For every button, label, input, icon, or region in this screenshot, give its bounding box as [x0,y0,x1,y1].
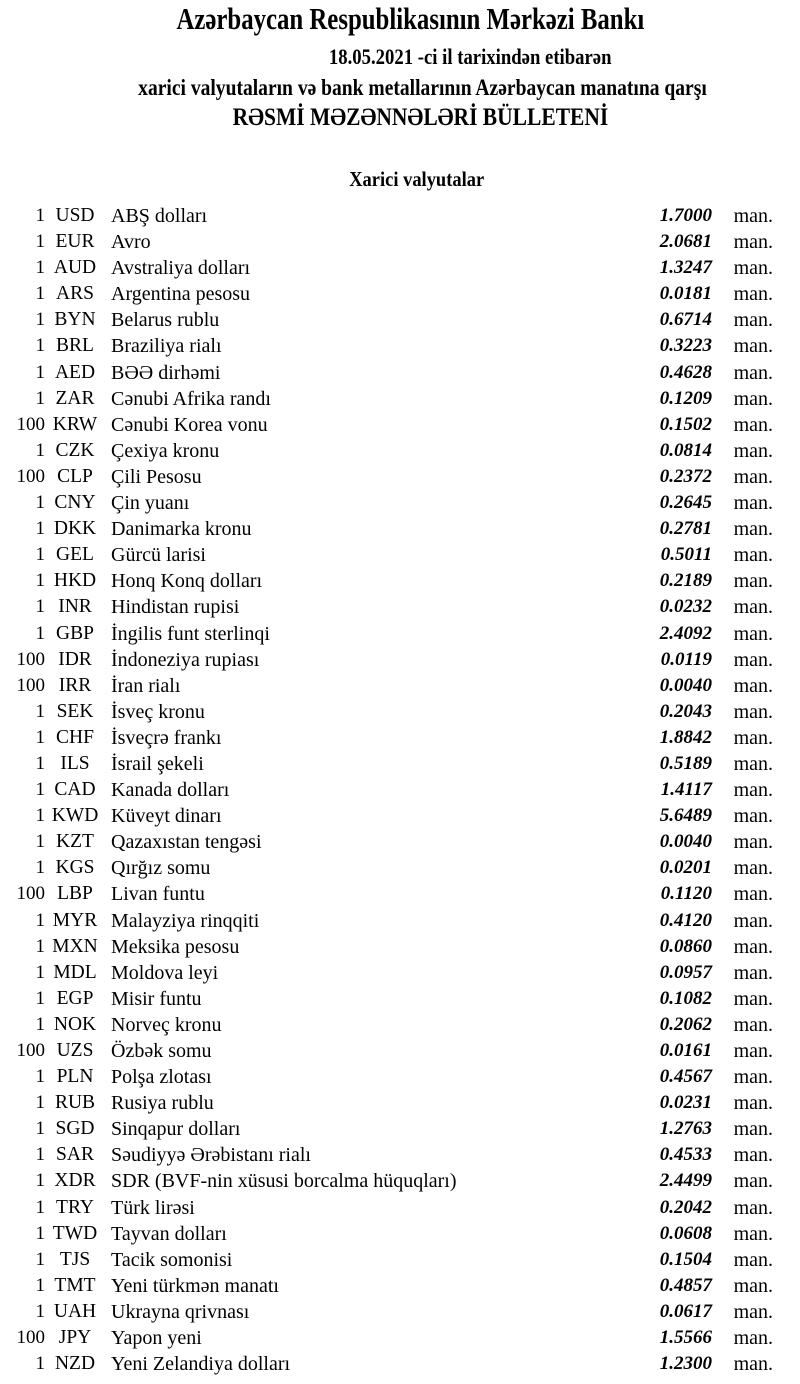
rate-cell: 0.4120 [659,909,712,931]
currency-name-cell: Çili Pesosu [111,465,202,488]
table-row [0,908,800,934]
unit-cell: man. [733,1353,773,1376]
currency-name-cell: Səudiyyə Ərəbistanı rialı [111,1144,311,1167]
rate-cell: 1.2300 [659,1353,712,1375]
currency-code-cell: INR [58,596,92,618]
currency-code-cell: XDR [54,1170,96,1192]
currency-name-cell: Moldova leyi [111,961,219,984]
currency-name-cell: Qırğız somu [111,857,211,880]
currency-name-cell: İndoneziya rupiası [111,648,260,671]
quantity-cell: 1 [35,570,45,592]
table-row [0,333,800,359]
currency-name-cell: Yeni Zelandiya dolları [111,1353,291,1376]
quantity-cell: 1 [35,935,45,957]
currency-code-cell: RUB [54,1092,96,1114]
quantity-cell: 100 [16,648,45,670]
rate-cell: 0.4533 [659,1144,712,1166]
currency-name-cell: İngilis funt sterlinqi [111,622,270,645]
rate-cell: 0.0201 [659,857,712,879]
rate-cell: 0.0119 [660,648,712,670]
rate-cell: 0.0040 [659,831,712,853]
table-row [0,751,800,777]
quantity-cell: 1 [35,1092,45,1114]
quantity-cell: 1 [35,779,45,801]
unit-cell: man. [733,413,773,436]
table-row [0,986,800,1012]
currency-name-cell: Tacik somonisi [111,1248,233,1271]
unit-cell: man. [733,361,773,384]
currency-code-cell: TJS [59,1248,91,1270]
rate-cell: 0.2781 [659,518,712,540]
unit-cell: man. [733,622,773,645]
quantity-cell: 1 [35,283,45,305]
currency-name-cell: Kanada dolları [111,779,230,802]
table-row [0,960,800,986]
quantity-cell: 1 [35,439,45,461]
quantity-cell: 1 [35,492,45,514]
rate-cell: 0.2043 [659,700,712,722]
currency-name-cell: Avro [111,231,151,254]
currency-name-cell: İsrail şekeli [111,752,204,775]
currency-code-cell: NOK [53,1013,97,1035]
quantity-cell: 1 [35,857,45,879]
currency-name-cell: Cənubi Afrika randı [111,387,271,410]
rate-cell: 1.8842 [659,726,712,748]
quantity-cell: 1 [35,309,45,331]
rate-cell: 0.5011 [660,544,712,566]
quantity-cell: 1 [35,726,45,748]
unit-cell: man. [733,674,773,697]
bank-title [0,2,800,36]
rate-cell: 1.3247 [659,257,712,279]
rate-cell: 2.4092 [659,622,712,644]
currency-code-cell: KGS [55,857,95,879]
quantity-cell: 1 [35,361,45,383]
table-row [0,1351,800,1377]
currency-code-cell: GEL [56,544,94,566]
currency-name-cell: Tayvan dolları [111,1222,227,1245]
currency-name-cell: İsveç kronu [111,700,205,723]
currency-name-cell: BƏƏ dirhəmi [111,361,221,384]
currency-name-cell: Meksika pesosu [111,935,240,958]
table-row [0,1195,800,1221]
table-row [0,203,800,229]
unit-cell: man. [733,1092,773,1115]
currency-code-cell: UZS [56,1040,94,1061]
quantity-cell: 1 [35,987,45,1009]
unit-cell: man. [733,961,773,984]
unit-cell: man. [733,831,773,854]
currency-code-cell: KRW [52,413,98,435]
rate-cell: 0.0814 [659,439,712,461]
table-row [0,281,800,307]
quantity-cell: 1 [35,752,45,774]
quantity-cell: 1 [35,1353,45,1375]
unit-cell: man. [733,648,773,671]
currency-name-cell: SDR (BVF-nin xüsusi borcalma hüquqları) [111,1170,457,1193]
rate-cell: 0.4567 [659,1066,712,1088]
unit-cell: man. [733,1327,773,1350]
table-row [0,1325,800,1351]
unit-cell: man. [733,1248,773,1271]
section-title [0,166,800,193]
currency-name-cell: Türk lirəsi [111,1196,195,1219]
currency-name-cell: Livan funtu [111,883,205,906]
rate-cell: 1.7000 [659,205,712,226]
currency-name-cell: Ukrayna qrivnası [111,1300,250,1323]
currency-name-cell: Sinqapur dolları [111,1118,241,1141]
unit-cell: man. [733,883,773,906]
bulletin-title-text: RƏSMİ MƏZƏNNƏLƏRİ BÜLLETENİ [232,104,608,131]
currency-name-cell: Çexiya kronu [111,439,220,462]
currency-code-cell: PLN [56,1066,94,1088]
currency-code-cell: JPY [58,1327,92,1349]
unit-cell: man. [733,309,773,332]
unit-cell: man. [733,1196,773,1219]
currency-code-cell: CNY [54,492,96,514]
scope-line-text: xarici valyutaların və bank metallarının Azərbaycan manatına qarşı [137,75,707,100]
table-row [0,934,800,960]
rate-cell: 0.0040 [659,674,712,696]
currency-name-cell: İsveçrə frankı [111,726,222,749]
rate-cell: 0.1504 [659,1248,712,1270]
currency-name-cell: Norveç kronu [111,1013,222,1036]
currency-code-cell: IRR [58,674,92,696]
unit-cell: man. [733,1066,773,1089]
quantity-cell: 1 [35,700,45,722]
table-row [0,1247,800,1273]
quantity-cell: 100 [16,465,45,487]
currency-code-cell: IDR [58,648,92,670]
unit-cell: man. [733,909,773,932]
unit-cell: man. [733,1040,773,1062]
currency-name-cell: Malayziya rinqqiti [111,909,260,932]
currency-code-cell: UAH [53,1300,97,1322]
quantity-cell: 1 [35,1066,45,1088]
currency-code-cell: SAR [56,1144,94,1166]
table-row [0,516,800,542]
table-row [0,542,800,568]
quantity-cell: 100 [16,883,45,905]
table-row [0,1142,800,1168]
rate-cell: 0.3223 [659,335,712,357]
rates-table [0,203,800,1377]
rate-cell: 0.2042 [659,1196,712,1218]
unit-cell: man. [733,779,773,802]
section-title-text: Xarici valyutalar [349,167,485,191]
currency-name-cell: Hindistan rupisi [111,596,240,619]
unit-cell: man. [733,231,773,254]
table-row [0,464,800,490]
table-row [0,229,800,255]
quantity-cell: 1 [35,387,45,409]
table-row [0,360,800,386]
currency-code-cell: HKD [53,570,97,592]
currency-name-cell: Misir funtu [111,987,202,1010]
table-row [0,412,800,438]
quantity-cell: 100 [16,1327,45,1349]
currency-code-cell: DKK [53,518,97,540]
rate-cell: 5.6489 [659,805,712,827]
rate-cell: 0.0181 [659,283,712,305]
quantity-cell: 1 [35,622,45,644]
quantity-cell: 1 [35,205,45,226]
rate-cell: 2.4499 [659,1170,712,1192]
table-row [0,568,800,594]
currency-code-cell: SEK [56,700,94,722]
unit-cell: man. [733,205,773,227]
unit-cell: man. [733,1118,773,1141]
rate-cell: 0.1082 [659,987,712,1009]
rate-cell: 0.0161 [659,1040,712,1061]
quantity-cell: 1 [35,909,45,931]
unit-cell: man. [733,335,773,358]
unit-cell: man. [733,1170,773,1193]
rate-cell: 0.5189 [659,752,712,774]
quantity-cell: 1 [35,1248,45,1270]
quantity-cell: 1 [35,1013,45,1035]
bank-title-text: Azərbaycan Respublikasının Mərkəzi Bankı [176,1,644,36]
rate-cell: 0.0232 [659,596,712,618]
rate-cell: 0.2062 [659,1013,712,1035]
quantity-cell: 1 [35,335,45,357]
currency-code-cell: MDL [53,961,97,983]
currency-code-cell: TRY [56,1196,94,1218]
quantity-cell: 100 [16,1040,45,1061]
rate-cell: 0.0957 [659,961,712,983]
table-row [0,777,800,803]
rate-cell: 1.4117 [660,779,712,801]
currency-code-cell: AUD [53,257,97,279]
currency-code-cell: ARS [56,283,94,305]
unit-cell: man. [733,700,773,723]
currency-name-cell: Avstraliya dolları [111,257,251,280]
scope-line [0,74,800,102]
table-row [0,673,800,699]
currency-name-cell: Özbək somu [111,1040,212,1062]
currency-code-cell: BRL [56,335,94,357]
quantity-cell: 1 [35,1144,45,1166]
currency-code-cell: GBP [56,622,94,644]
unit-cell: man. [733,1013,773,1036]
table-row [0,307,800,333]
quantity-cell: 1 [35,1222,45,1244]
table-row [0,386,800,412]
unit-cell: man. [733,387,773,410]
table-row [0,490,800,516]
rate-cell: 0.0860 [659,935,712,957]
unit-cell: man. [733,544,773,567]
rate-cell: 0.0231 [659,1092,712,1114]
unit-cell: man. [733,752,773,775]
quantity-cell: 1 [35,518,45,540]
rate-cell: 0.2189 [659,570,712,592]
currency-code-cell: AED [54,361,96,383]
unit-cell: man. [733,805,773,828]
currency-name-cell: Honq Konq dolları [111,570,263,593]
currency-code-cell: KWD [51,805,99,827]
currency-name-cell: Danimarka kronu [111,518,252,541]
currency-code-cell: TWD [52,1222,98,1244]
quantity-cell: 100 [16,413,45,435]
table-row [0,803,800,829]
unit-cell: man. [733,283,773,306]
currency-code-cell: BYN [54,309,96,331]
unit-cell: man. [733,1222,773,1245]
currency-name-cell: Braziliya rialı [111,335,222,358]
rate-cell: 0.1502 [659,413,712,435]
table-row [0,438,800,464]
table-row [0,829,800,855]
quantity-cell: 1 [35,1118,45,1140]
unit-cell: man. [733,465,773,488]
quantity-cell: 1 [35,961,45,983]
table-row [0,1168,800,1194]
table-row [0,1116,800,1142]
quantity-cell: 1 [35,1170,45,1192]
table-row [0,1038,800,1064]
effective-date-line [0,44,800,69]
table-row [0,594,800,620]
quantity-cell: 1 [35,805,45,827]
currency-name-cell: Rusiya rublu [111,1092,214,1115]
rate-cell: 0.0608 [659,1222,712,1244]
currency-name-cell: İran rialı [111,674,181,697]
currency-name-cell: Belarus rublu [111,309,220,332]
currency-code-cell: ZAR [55,387,95,409]
table-row [0,647,800,673]
currency-code-cell: MXN [52,935,98,957]
table-row [0,621,800,647]
quantity-cell: 1 [35,831,45,853]
table-row [0,1299,800,1325]
unit-cell: man. [733,518,773,541]
table-row [0,881,800,907]
quantity-cell: 100 [16,674,45,696]
rate-cell: 0.4857 [659,1274,712,1296]
unit-cell: man. [733,492,773,515]
quantity-cell: 1 [35,1196,45,1218]
currency-code-cell: EGP [56,987,94,1009]
unit-cell: man. [733,570,773,593]
currency-name-cell: Yapon yeni [111,1327,202,1350]
unit-cell: man. [733,1300,773,1323]
quantity-cell: 1 [35,257,45,279]
currency-code-cell: ILS [60,752,90,774]
rate-cell: 0.0617 [659,1300,712,1322]
currency-code-cell: NZD [54,1353,96,1375]
currency-code-cell: TMT [54,1274,96,1296]
bulletin-title [0,103,800,133]
rate-cell: 2.0681 [659,231,712,253]
table-row [0,1273,800,1299]
currency-name-cell: Qazaxıstan tengəsi [111,831,262,854]
currency-name-cell: Yeni türkmən manatı [111,1274,279,1297]
effective-date-text: 18.05.2021 -ci il tarixindən etibarən [328,44,612,69]
unit-cell: man. [733,987,773,1010]
table-row [0,855,800,881]
quantity-cell: 1 [35,231,45,253]
unit-cell: man. [733,935,773,958]
currency-code-cell: CZK [55,439,95,461]
currency-code-cell: CAD [54,779,96,801]
unit-cell: man. [733,1274,773,1297]
unit-cell: man. [733,257,773,280]
currency-code-cell: USD [55,205,95,226]
table-row [0,699,800,725]
quantity-cell: 1 [35,544,45,566]
table-row [0,1064,800,1090]
currency-code-cell: LBP [57,883,93,905]
unit-cell: man. [733,857,773,880]
quantity-cell: 1 [35,596,45,618]
currency-code-cell: KZT [56,831,94,853]
currency-name-cell: Çin yuanı [111,492,190,515]
currency-name-cell: ABŞ dolları [111,205,208,227]
currency-name-cell: Argentina pesosu [111,283,251,306]
table-row [0,1012,800,1038]
currency-code-cell: CHF [56,726,94,748]
unit-cell: man. [733,439,773,462]
quantity-cell: 1 [35,1300,45,1322]
rate-cell: 0.1120 [660,883,712,905]
currency-code-cell: EUR [55,231,95,253]
currency-name-cell: Gürcü larisi [111,544,206,567]
table-row [0,1090,800,1116]
quantity-cell: 1 [35,1274,45,1296]
unit-cell: man. [733,726,773,749]
currency-code-cell: CLP [57,465,93,487]
unit-cell: man. [733,1144,773,1167]
currency-code-cell: SGD [55,1118,95,1140]
table-row [0,725,800,751]
rate-cell: 0.1209 [659,387,712,409]
rate-cell: 0.2372 [659,465,712,487]
table-row [0,255,800,281]
currency-code-cell: MYR [52,909,98,931]
currency-name-cell: Cənubi Korea vonu [111,413,268,436]
rate-cell: 0.4628 [659,361,712,383]
currency-name-cell: Polşa zlotası [111,1066,212,1089]
rate-cell: 1.2763 [659,1118,712,1140]
rate-cell: 1.5566 [659,1327,712,1349]
table-row [0,1221,800,1247]
rate-cell: 0.2645 [659,492,712,514]
unit-cell: man. [733,596,773,619]
currency-name-cell: Küveyt dinarı [111,805,222,828]
rate-cell: 0.6714 [659,309,712,331]
